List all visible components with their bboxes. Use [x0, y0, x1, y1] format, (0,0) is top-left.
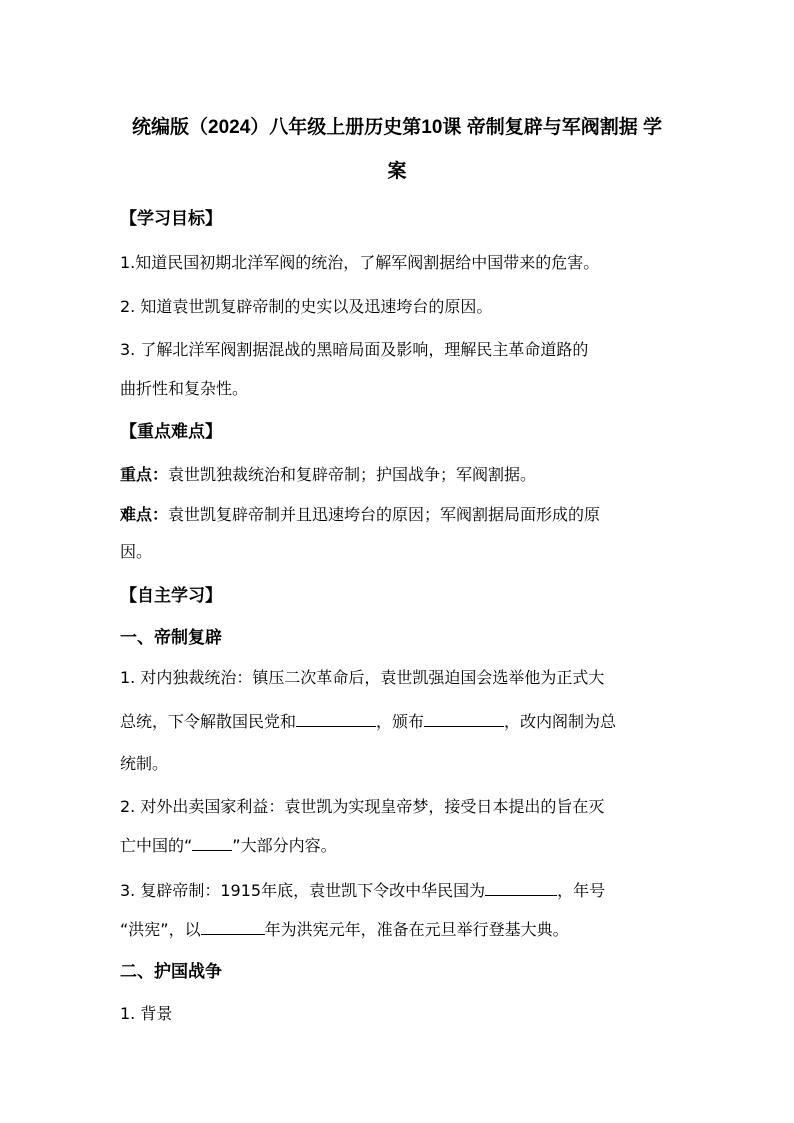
section-2-paragraph-1: 1. 背景	[120, 1004, 173, 1023]
text-segment: “洪宪”，以	[120, 920, 201, 939]
text-segment: 年为洪宪元年，准备在元旦举行登基大典。	[264, 920, 569, 939]
section-1-paragraph-1-line-2	[120, 710, 616, 733]
difficult-point-text-2: 因。	[120, 542, 153, 561]
fill-blank-3[interactable]	[192, 834, 232, 851]
key-points-heading: 【重点难点】	[120, 422, 222, 442]
fill-blank-4[interactable]	[485, 879, 557, 896]
document-title-line-1: 统编版（2024）八年级上册历史第10课 帝制复辟与军阀割据 学	[132, 117, 662, 138]
section-2-title: 二、护国战争	[120, 962, 222, 982]
document-title-line-2: 案	[387, 161, 407, 182]
goal-item-3-line-1: 3. 了解北洋军阀割据混战的黑暗局面及影响，理解民主革命道路的	[120, 340, 589, 359]
section-1-paragraph-3-line-1	[120, 879, 605, 902]
section-1-title: 一、帝制复辟	[120, 628, 222, 648]
fill-blank-2[interactable]	[424, 710, 504, 727]
key-point-text: 袁世凯独裁统治和复辟帝制；护国战争；军阀割据。	[168, 465, 537, 484]
text-segment: ，颁布	[376, 712, 425, 731]
goals-heading: 【学习目标】	[120, 209, 222, 229]
section-1-paragraph-1-line-1: 1. 对内独裁统治：镇压二次革命后，袁世凯强迫国会选举他为正式大	[120, 668, 605, 687]
goal-item-3-line-2: 曲折性和复杂性。	[120, 379, 249, 398]
section-1-paragraph-3-line-2	[120, 918, 569, 941]
text-segment: ，改内阁制为总	[504, 712, 617, 731]
text-segment: 3. 复辟帝制：1915年底，袁世凯下令改中华民国为	[120, 881, 486, 900]
self-study-heading: 【自主学习】	[120, 586, 222, 606]
fill-blank-1[interactable]	[296, 710, 376, 727]
difficult-point-text: 袁世凯复辟帝制并且迅速垮台的原因；军阀割据局面形成的原	[168, 505, 601, 524]
section-1-paragraph-2-line-2	[120, 834, 337, 857]
difficult-point-label: 难点：	[120, 505, 169, 524]
text-segment: 亡中国的“	[120, 836, 193, 855]
key-point-label: 重点：	[120, 465, 169, 484]
difficult-point-row	[120, 504, 600, 526]
key-point-row	[120, 464, 536, 486]
text-segment: ，年号	[557, 881, 606, 900]
text-segment: ”大部分内容。	[232, 836, 337, 855]
fill-blank-5[interactable]	[201, 918, 265, 935]
section-1-paragraph-2-line-1: 2. 对外出卖国家利益：袁世凯为实现皇帝梦，接受日本提出的旨在灭	[120, 797, 605, 816]
goal-item-1: 1.知道民国初期北洋军阀的统治，了解军阀割据给中国带来的危害。	[120, 253, 600, 272]
text-segment: 总统，下令解散国民党和	[120, 712, 297, 731]
goal-item-2: 2. 知道袁世凯复辟帝制的史实以及迅速垮台的原因。	[120, 297, 493, 316]
section-1-paragraph-1-line-3: 统制。	[120, 754, 169, 773]
